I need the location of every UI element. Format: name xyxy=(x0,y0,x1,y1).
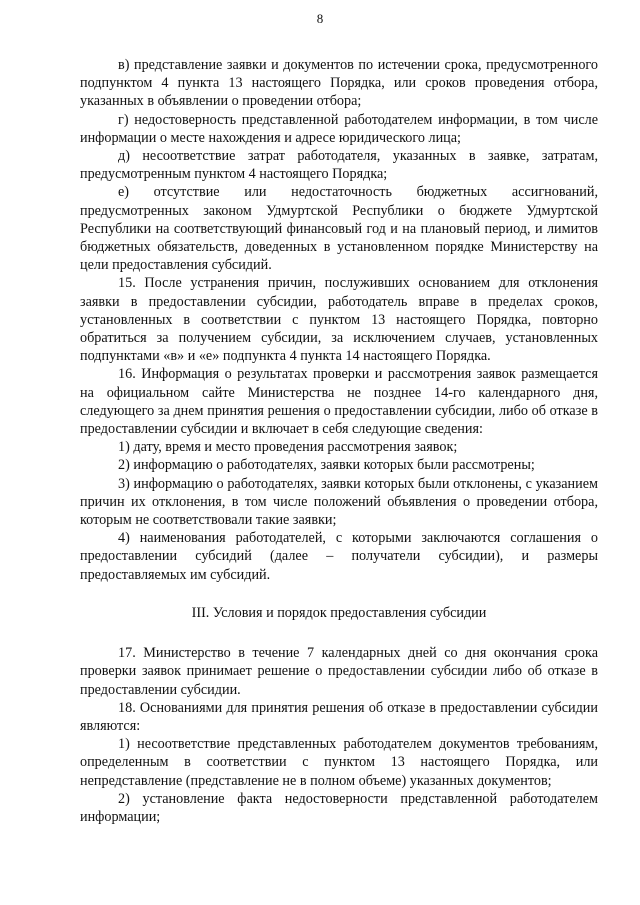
list-item-4: 4) наименования работодателей, с которыми заключаются соглашения о предоставлении субсидий (далее – получатели субсидии), и размеры предоставляемых им субсидий. xyxy=(80,530,598,583)
paragraph-16: 16. Информация о результатах проверки и рассмотрения заявок размещается на официальном сайте Министерства не позднее 14-го календарного дня, следующего за днем принятия решения о предоставлении субсидии, либо об отказе в предоставлении субсидии и включает в себя следующие сведения: xyxy=(80,366,598,438)
list-item-1: 1) дату, время и место проведения рассмотрения заявок; xyxy=(118,439,458,456)
section-heading: III. Условия и порядок предоставления субсидии xyxy=(191,604,487,621)
list-item-3: 3) информацию о работодателях, заявки которых были отклонены, с указанием причин их отклонения, в том числе положений объявления о проведении отбора, которым не соответствовали такие заявки; xyxy=(80,475,598,529)
paragraph-18: 18. Основаниями для принятия решения об отказе в предоставлении субсидии являются: xyxy=(80,699,598,734)
paragraph-d: д) несоответствие затрат работодателя, указанных в заявке, затратам, предусмотренным пунктом 4 настоящего Порядка; xyxy=(80,148,598,183)
paragraph-e: е) отсутствие или недостаточность бюджетных ассигнований, предусмотренных законом Удмуртской Республики о бюджете Удмуртской Республики на соответствующий финансовый год и на плановый период, и лимитов бюджетных обязательств, доведенных в установленном порядке Министерству на цели предоставления субсидий. xyxy=(80,184,598,274)
paragraph-17: 17. Министерство в течение 7 календарных дней со дня окончания срока проверки заявок принимает решение о предоставлении субсидии либо об отказе в предоставлении субсидии. xyxy=(80,645,598,698)
page-number: 8 xyxy=(316,11,324,26)
paragraph-g: г) недостоверность представленной работодателем информации, в том числе информации о месте нахождения и адресе юридического лица; xyxy=(80,111,598,146)
paragraph-v: в) представление заявки и документов по истечении срока, предусмотренного подпунктом 4 пункта 13 настоящего Порядка, или сроков проведения отбора, указанных в объявлении о проведении отбора; xyxy=(80,57,598,110)
list-item-2: 2) информацию о работодателях, заявки которых были рассмотрены; xyxy=(118,457,535,474)
ground-item-2: 2) установление факта недостоверности представленной работодателем информации; xyxy=(80,790,598,825)
paragraph-15: 15. После устранения причин, послуживших основанием для отклонения заявки в предоставлении субсидии, работодатель вправе в пределах сроков, установленных в соответствии с пунктом 13 настоящего Порядка, повторно обратиться за получением субсидии, за исключением случаев, установленных подпунктами «в» и «е» подпункта 4 пункта 14 настоящего Порядка. xyxy=(80,275,598,365)
document-body xyxy=(80,56,598,826)
ground-item-1: 1) несоответствие представленных работодателем документов требованиям, определенным в соответствии с пунктом 13 настоящего Порядка, или непредставление (представление не в полном объеме) указанных документов; xyxy=(80,736,598,789)
